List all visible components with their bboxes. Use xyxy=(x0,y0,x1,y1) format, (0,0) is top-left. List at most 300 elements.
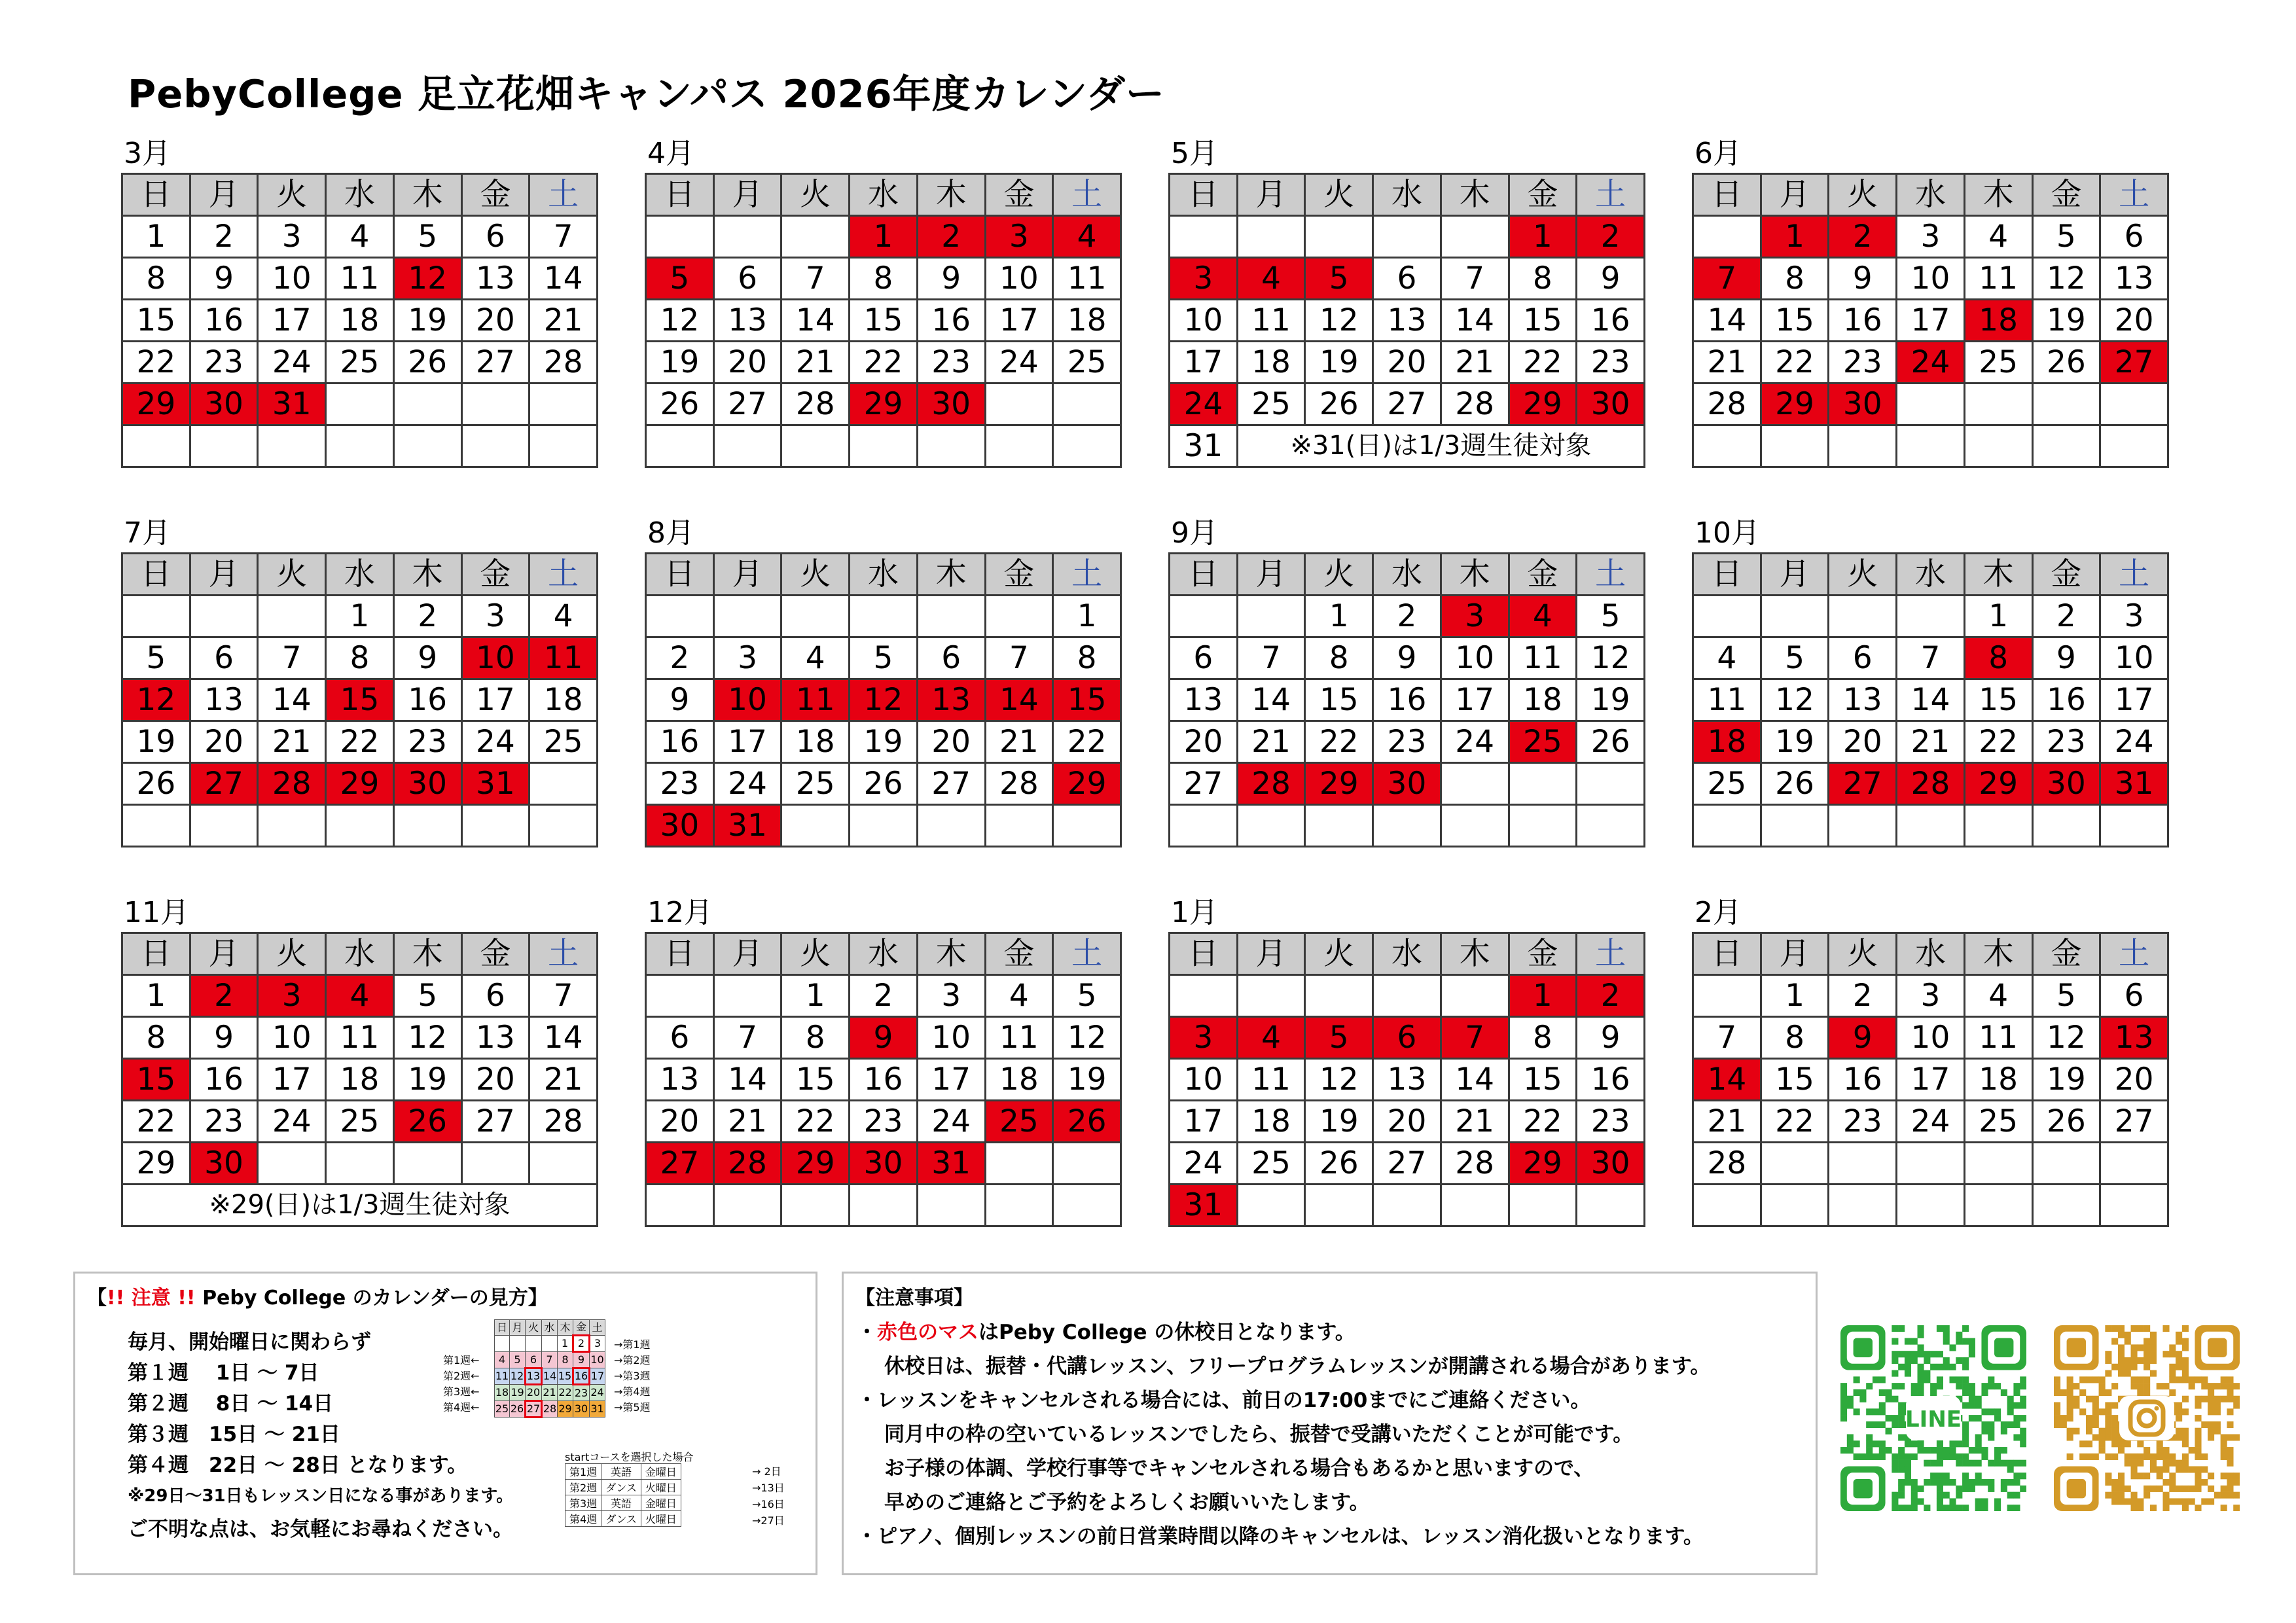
day-cell xyxy=(917,1185,985,1226)
day-cell xyxy=(1441,975,1509,1017)
day-cell: 13 xyxy=(461,1017,529,1059)
day-cell xyxy=(1237,805,1305,847)
day-cell xyxy=(917,596,985,637)
day-cell: 23 xyxy=(917,342,985,383)
day-cell: 19 xyxy=(1053,1059,1121,1101)
day-cell xyxy=(461,383,529,425)
weekday-header: 月 xyxy=(1237,174,1305,216)
weekday-header: 火 xyxy=(781,554,850,596)
day-cell xyxy=(1305,805,1373,847)
weekday-header: 月 xyxy=(713,174,781,216)
day-cell: 5 xyxy=(1761,637,1829,679)
mini-day: 20 xyxy=(526,1385,542,1401)
month-label: 4月 xyxy=(647,137,694,170)
day-cell: 23 xyxy=(646,763,714,805)
mini-day: 4 xyxy=(495,1352,510,1368)
mini-week-label-right: →第3週 xyxy=(614,1370,651,1382)
day-cell: 12 xyxy=(850,679,918,721)
day-cell: 1 xyxy=(1964,596,2032,637)
day-cell: 16 xyxy=(646,721,714,763)
day-cell: 24 xyxy=(917,1101,985,1143)
day-cell: 22 xyxy=(1053,721,1121,763)
day-cell: 4 xyxy=(1693,637,1761,679)
day-cell: 14 xyxy=(1693,1059,1761,1101)
weekday-header: 金 xyxy=(461,554,529,596)
day-cell: 2 xyxy=(190,216,258,258)
day-cell: 28 xyxy=(1237,763,1305,805)
day-cell xyxy=(190,805,258,847)
day-cell xyxy=(713,1185,781,1226)
weekday-header: 土 xyxy=(529,554,598,596)
mini-day: 15 xyxy=(558,1368,573,1385)
day-cell xyxy=(1053,1143,1121,1185)
day-cell: 24 xyxy=(1170,1143,1238,1185)
day-cell: 30 xyxy=(393,763,461,805)
day-cell xyxy=(529,1143,598,1185)
day-cell xyxy=(2100,383,2168,425)
mini-day: 31 xyxy=(590,1401,605,1418)
day-cell xyxy=(122,425,190,467)
weekday-header: 日 xyxy=(122,554,190,596)
day-cell: 19 xyxy=(393,1059,461,1101)
day-cell: 18 xyxy=(326,1059,394,1101)
day-cell xyxy=(1053,383,1121,425)
day-cell: 9 xyxy=(1373,637,1441,679)
day-cell xyxy=(1964,425,2032,467)
day-cell xyxy=(1509,763,1577,805)
day-cell: 25 xyxy=(1509,721,1577,763)
mini-day: 11 xyxy=(495,1368,510,1385)
weekday-header: 木 xyxy=(1964,174,2032,216)
day-cell xyxy=(1829,425,1897,467)
day-cell xyxy=(393,383,461,425)
day-cell: 14 xyxy=(1693,300,1761,342)
day-cell: 7 xyxy=(529,975,598,1017)
day-cell: 4 xyxy=(326,216,394,258)
day-cell: 22 xyxy=(1964,721,2032,763)
day-cell xyxy=(1237,1185,1305,1226)
day-cell xyxy=(461,425,529,467)
day-cell xyxy=(1693,975,1761,1017)
day-cell: 17 xyxy=(1170,342,1238,383)
day-cell xyxy=(1373,805,1441,847)
day-cell: 28 xyxy=(1441,1143,1509,1185)
weekday-header: 火 xyxy=(258,174,326,216)
weekday-header: 金 xyxy=(985,174,1053,216)
day-cell xyxy=(1829,596,1897,637)
day-cell: 26 xyxy=(393,1101,461,1143)
day-cell: 21 xyxy=(1897,721,1965,763)
day-cell: 17 xyxy=(985,300,1053,342)
day-cell: 21 xyxy=(1693,1101,1761,1143)
day-cell xyxy=(1761,1185,1829,1226)
day-cell: 6 xyxy=(461,216,529,258)
start-course-result: →27日 xyxy=(752,1514,785,1527)
day-cell: 19 xyxy=(850,721,918,763)
notes-box xyxy=(842,1272,1818,1575)
day-cell: 22 xyxy=(326,721,394,763)
day-cell: 24 xyxy=(1441,721,1509,763)
day-cell xyxy=(1305,1185,1373,1226)
day-cell xyxy=(258,1143,326,1185)
day-cell: 17 xyxy=(461,679,529,721)
weekday-header: 月 xyxy=(190,933,258,975)
day-cell xyxy=(646,425,714,467)
day-cell: 20 xyxy=(2100,1059,2168,1101)
day-cell xyxy=(850,596,918,637)
day-cell: 19 xyxy=(2032,300,2100,342)
day-cell: 12 xyxy=(122,679,190,721)
mini-day: 17 xyxy=(590,1368,605,1385)
day-cell: 8 xyxy=(1964,637,2032,679)
day-cell: 13 xyxy=(190,679,258,721)
day-cell: 5 xyxy=(1305,1017,1373,1059)
weekday-header: 火 xyxy=(1829,933,1897,975)
mini-day: 22 xyxy=(558,1385,573,1401)
day-cell: 20 xyxy=(190,721,258,763)
day-cell: 7 xyxy=(529,216,598,258)
mini-week-label-right: →第4週 xyxy=(614,1385,651,1398)
day-cell: 21 xyxy=(529,1059,598,1101)
weekday-header: 月 xyxy=(713,933,781,975)
day-cell: 10 xyxy=(2100,637,2168,679)
day-cell: 4 xyxy=(985,975,1053,1017)
day-cell: 2 xyxy=(1373,596,1441,637)
weekday-header: 水 xyxy=(1897,174,1965,216)
weekday-header: 日 xyxy=(122,174,190,216)
day-cell: 11 xyxy=(1964,1017,2032,1059)
day-cell: 12 xyxy=(646,300,714,342)
weekday-header: 金 xyxy=(461,933,529,975)
day-cell: 12 xyxy=(1761,679,1829,721)
weekday-header: 木 xyxy=(1964,933,2032,975)
day-cell: 19 xyxy=(1761,721,1829,763)
month-calendar xyxy=(1692,137,2169,468)
mini-week-label-right: →第1週 xyxy=(614,1338,651,1351)
day-cell: 24 xyxy=(2100,721,2168,763)
day-cell: 28 xyxy=(1897,763,1965,805)
day-cell: 22 xyxy=(1509,1101,1577,1143)
day-cell xyxy=(646,975,714,1017)
weekday-header: 金 xyxy=(1509,174,1577,216)
day-cell: 26 xyxy=(393,342,461,383)
day-cell: 25 xyxy=(529,721,598,763)
start-course-results xyxy=(752,1463,785,1529)
weekday-header: 土 xyxy=(1053,174,1121,216)
start-course-cell: 英語 xyxy=(601,1464,641,1480)
day-cell: 14 xyxy=(1441,1059,1509,1101)
day-cell: 7 xyxy=(781,258,850,300)
day-cell: 28 xyxy=(1441,383,1509,425)
month-calendar xyxy=(121,897,598,1227)
day-cell xyxy=(1170,975,1238,1017)
weekday-header: 金 xyxy=(985,554,1053,596)
weekday-header: 木 xyxy=(1964,554,2032,596)
weekday-header: 土 xyxy=(529,933,598,975)
day-cell: 21 xyxy=(985,721,1053,763)
day-cell: 23 xyxy=(850,1101,918,1143)
month-label: 3月 xyxy=(124,137,171,170)
day-cell xyxy=(713,975,781,1017)
day-cell: 3 xyxy=(1441,596,1509,637)
day-cell: 4 xyxy=(1237,258,1305,300)
day-cell: 16 xyxy=(1373,679,1441,721)
day-cell: 6 xyxy=(646,1017,714,1059)
day-cell xyxy=(1305,975,1373,1017)
day-cell xyxy=(1577,763,1645,805)
month-label: 1月 xyxy=(1171,896,1218,929)
day-cell: 13 xyxy=(1170,679,1238,721)
day-cell: 14 xyxy=(713,1059,781,1101)
mini-week-label-right: →第2週 xyxy=(614,1354,651,1366)
day-cell: 6 xyxy=(1373,258,1441,300)
day-cell: 1 xyxy=(326,596,394,637)
day-cell xyxy=(1373,1185,1441,1226)
day-cell xyxy=(646,216,714,258)
day-cell: 24 xyxy=(985,342,1053,383)
day-cell: 8 xyxy=(781,1017,850,1059)
day-cell xyxy=(258,425,326,467)
guide-title: 【!! 注意 !! Peby College のカレンダーの見方】 xyxy=(87,1287,548,1310)
day-cell: 6 xyxy=(1170,637,1238,679)
day-cell: 3 xyxy=(2100,596,2168,637)
day-cell: 9 xyxy=(646,679,714,721)
day-cell: 11 xyxy=(1053,258,1121,300)
weekday-header: 水 xyxy=(326,174,394,216)
day-cell: 6 xyxy=(713,258,781,300)
start-course-cell: ダンス xyxy=(601,1480,641,1495)
day-cell: 21 xyxy=(1441,342,1509,383)
day-cell: 22 xyxy=(1509,342,1577,383)
day-cell xyxy=(1829,805,1897,847)
day-cell: 31 xyxy=(2100,763,2168,805)
day-cell: 30 xyxy=(1577,383,1645,425)
day-cell xyxy=(1053,425,1121,467)
month-label: 2月 xyxy=(1695,896,1742,929)
day-cell: 3 xyxy=(917,975,985,1017)
mini-week-label-left: 第1週← xyxy=(443,1354,480,1366)
weekday-header: 日 xyxy=(1170,933,1238,975)
day-cell: 14 xyxy=(258,679,326,721)
day-cell: 27 xyxy=(1373,1143,1441,1185)
day-cell: 28 xyxy=(1693,1143,1761,1185)
day-cell: 26 xyxy=(1053,1101,1121,1143)
mini-day xyxy=(526,1336,542,1352)
day-cell: 15 xyxy=(122,1059,190,1101)
day-cell: 6 xyxy=(1829,637,1897,679)
day-cell: 15 xyxy=(1509,300,1577,342)
day-cell: 1 xyxy=(850,216,918,258)
day-cell: 14 xyxy=(1897,679,1965,721)
day-cell: 29 xyxy=(1509,1143,1577,1185)
day-cell: 10 xyxy=(917,1017,985,1059)
weekday-header: 木 xyxy=(1441,933,1509,975)
mini-day: 1 xyxy=(558,1336,573,1352)
day-cell: 8 xyxy=(122,258,190,300)
day-cell: 25 xyxy=(1053,342,1121,383)
day-cell: 19 xyxy=(393,300,461,342)
month-label: 5月 xyxy=(1171,137,1218,170)
mini-weekday: 土 xyxy=(590,1320,605,1336)
line-qr-icon[interactable] xyxy=(1840,1325,2026,1511)
day-cell: 7 xyxy=(1441,258,1509,300)
month-calendar xyxy=(1168,137,1645,468)
day-cell: 16 xyxy=(393,679,461,721)
weekday-header: 木 xyxy=(917,933,985,975)
day-cell: 28 xyxy=(529,342,598,383)
day-cell: 2 xyxy=(850,975,918,1017)
weekday-header: 金 xyxy=(2032,933,2100,975)
start-course-caption: startコースを選択した場合 xyxy=(565,1451,694,1463)
day-cell: 19 xyxy=(646,342,714,383)
day-cell: 22 xyxy=(122,1101,190,1143)
day-cell xyxy=(2032,383,2100,425)
weekday-header: 土 xyxy=(2100,933,2168,975)
day-cell: 7 xyxy=(1693,258,1761,300)
mini-weekday: 日 xyxy=(495,1320,510,1336)
day-cell xyxy=(529,383,598,425)
day-cell: 9 xyxy=(917,258,985,300)
day-cell xyxy=(1441,216,1509,258)
day-cell: 10 xyxy=(1897,258,1965,300)
day-cell xyxy=(258,596,326,637)
day-cell: 21 xyxy=(1237,721,1305,763)
day-cell: 9 xyxy=(190,1017,258,1059)
day-cell xyxy=(190,596,258,637)
mini-day: 13 xyxy=(526,1368,542,1385)
mini-weekday: 水 xyxy=(542,1320,558,1336)
day-cell: 1 xyxy=(781,975,850,1017)
day-cell: 29 xyxy=(1053,763,1121,805)
weekday-header: 日 xyxy=(646,554,714,596)
day-cell xyxy=(1829,1143,1897,1185)
day-cell: 27 xyxy=(917,763,985,805)
day-cell xyxy=(1761,596,1829,637)
day-cell xyxy=(1897,383,1965,425)
day-cell: 10 xyxy=(713,679,781,721)
day-cell: 27 xyxy=(1829,763,1897,805)
day-cell: 6 xyxy=(917,637,985,679)
day-cell: 27 xyxy=(461,1101,529,1143)
day-cell: 10 xyxy=(1170,300,1238,342)
day-cell xyxy=(2032,1143,2100,1185)
day-cell xyxy=(461,1143,529,1185)
weekday-header: 金 xyxy=(461,174,529,216)
day-cell xyxy=(1237,596,1305,637)
day-cell: 23 xyxy=(2032,721,2100,763)
day-cell: 21 xyxy=(713,1101,781,1143)
day-cell xyxy=(1964,383,2032,425)
day-cell: 8 xyxy=(1053,637,1121,679)
weekday-header: 金 xyxy=(2032,174,2100,216)
day-cell xyxy=(1170,805,1238,847)
day-cell: 29 xyxy=(326,763,394,805)
day-cell: 18 xyxy=(1509,679,1577,721)
day-cell: 9 xyxy=(393,637,461,679)
day-cell: 18 xyxy=(529,679,598,721)
day-cell: 11 xyxy=(529,637,598,679)
weekday-header: 火 xyxy=(781,933,850,975)
day-cell: 11 xyxy=(326,1017,394,1059)
mini-weekday: 火 xyxy=(526,1320,542,1336)
day-cell xyxy=(1577,1185,1645,1226)
start-course-table xyxy=(565,1463,681,1527)
day-cell: 31 xyxy=(1170,425,1238,467)
day-cell xyxy=(1053,1185,1121,1226)
day-cell xyxy=(529,805,598,847)
day-cell xyxy=(713,596,781,637)
day-cell: 26 xyxy=(850,763,918,805)
month-note: ※29(日)は1/3週生徒対象 xyxy=(122,1185,598,1226)
mini-day: 24 xyxy=(590,1385,605,1401)
day-cell: 15 xyxy=(781,1059,850,1101)
weekday-header: 日 xyxy=(1693,554,1761,596)
day-cell: 3 xyxy=(258,216,326,258)
day-cell: 30 xyxy=(1577,1143,1645,1185)
weekday-header: 木 xyxy=(393,554,461,596)
day-cell: 29 xyxy=(1509,383,1577,425)
weekday-header: 日 xyxy=(122,933,190,975)
day-cell: 9 xyxy=(1829,258,1897,300)
day-cell xyxy=(850,425,918,467)
month-calendar xyxy=(645,137,1122,468)
day-cell: 18 xyxy=(985,1059,1053,1101)
weekday-header: 月 xyxy=(190,554,258,596)
day-cell: 17 xyxy=(917,1059,985,1101)
weekday-header: 土 xyxy=(1577,933,1645,975)
day-cell: 12 xyxy=(393,1017,461,1059)
day-cell xyxy=(1761,1143,1829,1185)
day-cell: 3 xyxy=(1897,216,1965,258)
day-cell xyxy=(326,1143,394,1185)
day-cell xyxy=(122,596,190,637)
day-cell xyxy=(917,425,985,467)
weekday-header: 木 xyxy=(1441,174,1509,216)
day-cell: 11 xyxy=(1693,679,1761,721)
month-label: 12月 xyxy=(647,896,713,929)
start-course-result: → 2日 xyxy=(752,1465,781,1478)
day-cell: 12 xyxy=(2032,258,2100,300)
day-cell: 21 xyxy=(1441,1101,1509,1143)
day-cell: 26 xyxy=(646,383,714,425)
month-label: 7月 xyxy=(124,516,171,550)
day-cell xyxy=(2100,425,2168,467)
day-cell: 11 xyxy=(1237,300,1305,342)
day-cell: 30 xyxy=(190,383,258,425)
day-cell: 16 xyxy=(1829,300,1897,342)
weekday-header: 水 xyxy=(1897,933,1965,975)
day-cell: 26 xyxy=(1577,721,1645,763)
day-cell: 6 xyxy=(461,975,529,1017)
day-cell: 14 xyxy=(781,300,850,342)
day-cell xyxy=(985,1185,1053,1226)
mini-day xyxy=(542,1336,558,1352)
day-cell: 4 xyxy=(781,637,850,679)
day-cell: 26 xyxy=(2032,342,2100,383)
instagram-qr-icon[interactable] xyxy=(2054,1325,2240,1511)
day-cell: 25 xyxy=(1237,383,1305,425)
day-cell xyxy=(985,383,1053,425)
day-cell: 10 xyxy=(1170,1059,1238,1101)
day-cell: 16 xyxy=(190,1059,258,1101)
day-cell xyxy=(985,425,1053,467)
day-cell xyxy=(646,596,714,637)
day-cell xyxy=(1509,1185,1577,1226)
day-cell xyxy=(1897,425,1965,467)
mini-day: 9 xyxy=(573,1352,590,1368)
day-cell: 11 xyxy=(781,679,850,721)
day-cell xyxy=(1441,1185,1509,1226)
